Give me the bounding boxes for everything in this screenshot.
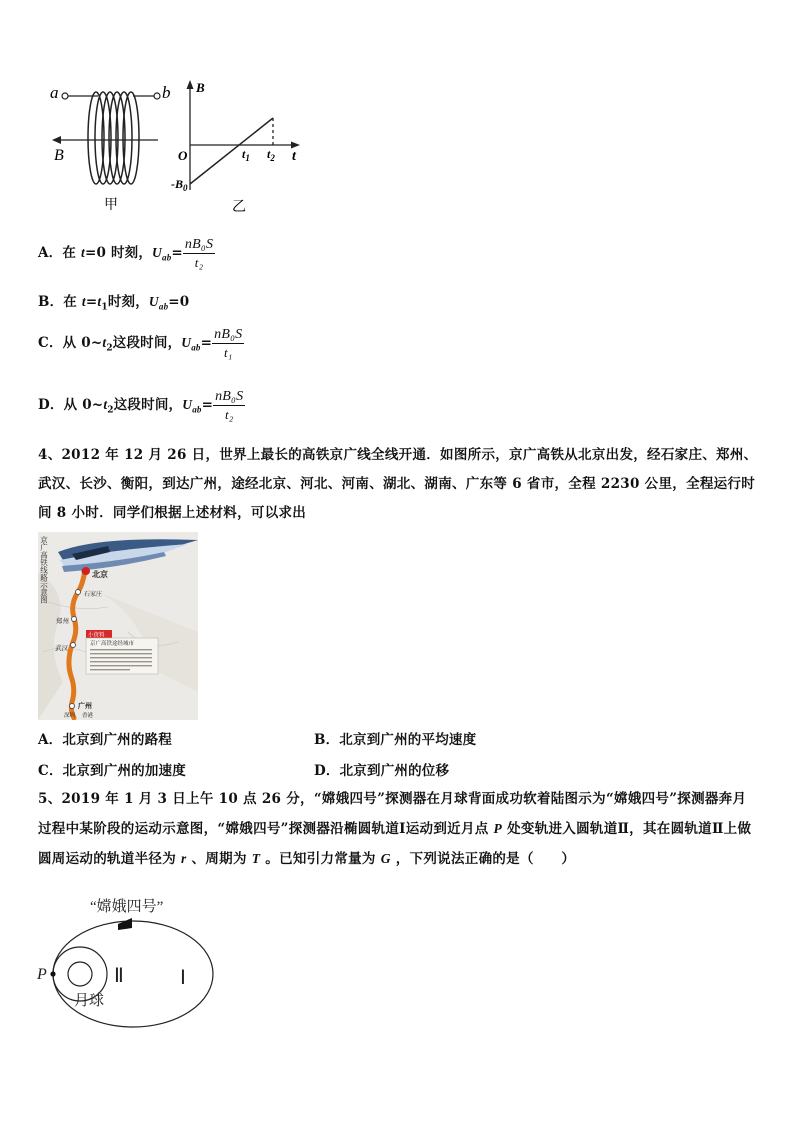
q5-stem: 5、2019 年 1 月 3 日上午 10 点 26 分，“嫦娥四号”探测器在月球背面成功软着陆图示为“嫦娥四号”探测器奔月过程中某阶段的运动示意图，“嫦娥四号”探测器沿椭圆轨道Ⅰ运动到近月点 P 处变轨进入圆轨道Ⅱ，其在圆轨道Ⅱ上做圆周运动的轨道半径为 r 、周期为 T 。已知引力常量为 G ，下列说法正确的是（ ） [38, 791, 752, 867]
q3-option-a[interactable]: A．在 t=0 时刻，$U_{ab}=$ $\frac{\text{nB₀S}}{\text{t₂}}$ [38, 237, 214, 270]
coil-figure [48, 78, 173, 213]
moon-label: 月球 [74, 993, 105, 1009]
coil-windings [88, 92, 139, 184]
graph-t2-label: $t_2$ [267, 147, 275, 163]
map-guangzhou: 广州 [78, 702, 92, 710]
graph-caption: 乙 [232, 200, 246, 215]
graph-neg-label: $-B_0$ [171, 177, 188, 193]
orbit-I-label: Ⅰ [180, 967, 186, 989]
probe-marker [118, 918, 132, 930]
q3-option-d-fraction: $\frac{\text{nB₀S}}{\text{t₂}}$ [215, 389, 244, 422]
q3-option-c[interactable]: C．从 $0\sim t_2$这段时间，$U_{ab}=$ $\frac{\text{nB₀S}}{\text{t₁}}$ [38, 327, 243, 360]
q4-option-c[interactable]: C．北京到广州的加速度 [38, 763, 186, 779]
map-shijiazhuang: 石家庄 [84, 592, 103, 598]
q3-option-c-fraction: $\frac{\text{nB₀S}}{\text{t₁}}$ [214, 327, 243, 360]
q4-option-a[interactable]: A．北京到广州的路程 [38, 732, 172, 748]
graph-origin: O [178, 148, 188, 163]
svg-text:京广高铁途经城市: 京广高铁途经城市 [90, 641, 135, 647]
coil-label-b: b [162, 83, 171, 102]
point-P-dot [50, 971, 55, 976]
probe-label: “嫦娥四号” [90, 899, 164, 915]
q4-stem: 4、2012 年 12 月 26 日，世界上最长的高铁京广线全线开通．如图所示，京广高铁从北京出发，经石家庄、郑州、武汉、长沙、衡阳，到达广州，途经北京、河北、河南、湖北、湖南、广东等 6 省市，全程 2230 公里，全程运行时间 8 小时．同学们根据上述材料，可以求出 [38, 447, 758, 521]
q3-option-b[interactable]: B．在 $t=t_1$时刻，$U_{ab}=0$ [38, 294, 190, 313]
moon [68, 962, 92, 986]
map-wuhan: 武汉 [55, 645, 68, 652]
graph-t1-label: $t_1$ [242, 147, 250, 163]
q4-option-d[interactable]: D．北京到广州的位移 [314, 763, 450, 779]
coil-caption: 甲 [104, 198, 118, 213]
graph-axis-x: t [292, 149, 296, 164]
orbit-figure [32, 893, 222, 1053]
coil-field-label: B [54, 147, 64, 164]
map-beijing: 北京 [92, 570, 108, 579]
map-shenzhen: 深圳 [64, 713, 76, 719]
graph-axis-y: B [196, 80, 205, 95]
orbit-II-label: Ⅱ [114, 965, 124, 987]
orbit-I [53, 921, 213, 1027]
q3-option-d[interactable]: D．从 $0\sim t_2$这段时间，$U_{ab}=$ $\frac{\text{nB₀S}}{\text{t₂}}$ [38, 389, 244, 422]
q3-option-a-fraction: $\frac{\text{nB₀S}}{\text{t₂}}$ [184, 237, 214, 270]
map-hongkong: 香港 [82, 713, 94, 719]
svg-text:小资料: 小资料 [88, 632, 105, 639]
coil-label-a: a [50, 83, 59, 102]
q4-option-b[interactable]: B．北京到广州的平均速度 [314, 732, 477, 748]
point-P-label: P [37, 966, 47, 983]
railway-map [38, 532, 198, 720]
map-zhengzhou: 郑州 [56, 618, 69, 625]
map-title: 京广高铁线路示意图 [39, 536, 49, 604]
graph-figure [168, 78, 308, 215]
